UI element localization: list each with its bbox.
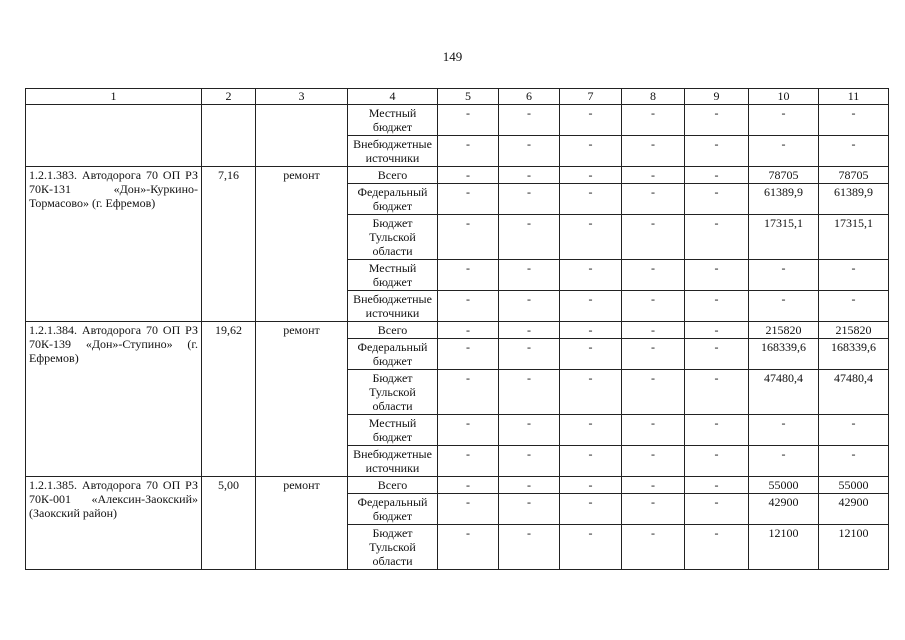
- value-cell: 55000: [819, 477, 889, 494]
- value-cell: -: [438, 477, 499, 494]
- funding-source-cell: Бюджет Тульской области: [348, 525, 438, 570]
- value-cell: -: [622, 215, 685, 260]
- value-cell: -: [622, 184, 685, 215]
- work-type-cell: ремонт: [256, 322, 348, 477]
- value-cell: -: [685, 136, 749, 167]
- table-row: [26, 105, 889, 136]
- value-cell: -: [685, 494, 749, 525]
- funding-source-cell: Бюджет Тульской области: [348, 215, 438, 260]
- funding-source-cell: Федеральный бюджет: [348, 494, 438, 525]
- value-cell: -: [499, 322, 560, 339]
- table-body: [26, 105, 889, 570]
- value-cell: -: [560, 494, 622, 525]
- value-cell: -: [685, 322, 749, 339]
- length-cell: 5,00: [202, 477, 256, 570]
- value-cell: -: [622, 322, 685, 339]
- work-type-cell: [256, 105, 348, 167]
- value-cell: -: [560, 415, 622, 446]
- value-cell: -: [622, 415, 685, 446]
- value-cell: 47480,4: [749, 370, 819, 415]
- value-cell: -: [560, 105, 622, 136]
- funding-source-cell: Местный бюджет: [348, 105, 438, 136]
- value-cell: 78705: [819, 167, 889, 184]
- value-cell: -: [685, 215, 749, 260]
- value-cell: -: [560, 525, 622, 570]
- value-cell: -: [499, 446, 560, 477]
- value-cell: -: [622, 477, 685, 494]
- value-cell: 42900: [749, 494, 819, 525]
- value-cell: -: [685, 370, 749, 415]
- value-cell: -: [499, 525, 560, 570]
- value-cell: 17315,1: [749, 215, 819, 260]
- value-cell: -: [560, 136, 622, 167]
- value-cell: -: [499, 260, 560, 291]
- value-cell: -: [819, 446, 889, 477]
- column-number: 8: [622, 89, 685, 105]
- value-cell: -: [685, 446, 749, 477]
- value-cell: -: [499, 105, 560, 136]
- value-cell: -: [499, 136, 560, 167]
- value-cell: -: [749, 291, 819, 322]
- value-cell: -: [560, 370, 622, 415]
- value-cell: -: [622, 494, 685, 525]
- value-cell: -: [622, 136, 685, 167]
- value-cell: -: [749, 136, 819, 167]
- value-cell: -: [622, 291, 685, 322]
- value-cell: -: [685, 415, 749, 446]
- value-cell: -: [438, 370, 499, 415]
- value-cell: -: [560, 322, 622, 339]
- value-cell: 55000: [749, 477, 819, 494]
- value-cell: -: [438, 415, 499, 446]
- value-cell: -: [560, 184, 622, 215]
- column-number: 10: [749, 89, 819, 105]
- value-cell: -: [560, 446, 622, 477]
- value-cell: -: [438, 136, 499, 167]
- page-number: 149: [442, 49, 463, 64]
- column-number: 6: [499, 89, 560, 105]
- value-cell: -: [819, 291, 889, 322]
- value-cell: -: [499, 291, 560, 322]
- value-cell: -: [622, 370, 685, 415]
- table-row: [26, 322, 889, 339]
- value-cell: -: [685, 167, 749, 184]
- value-cell: -: [438, 184, 499, 215]
- value-cell: -: [749, 105, 819, 136]
- length-cell: 7,16: [202, 167, 256, 322]
- length-cell: 19,62: [202, 322, 256, 477]
- value-cell: -: [499, 215, 560, 260]
- value-cell: -: [819, 260, 889, 291]
- budget-table: [25, 88, 889, 570]
- value-cell: 168339,6: [819, 339, 889, 370]
- value-cell: -: [685, 260, 749, 291]
- value-cell: -: [438, 446, 499, 477]
- value-cell: 12100: [819, 525, 889, 570]
- value-cell: -: [438, 339, 499, 370]
- value-cell: 215820: [749, 322, 819, 339]
- value-cell: -: [685, 105, 749, 136]
- value-cell: -: [622, 260, 685, 291]
- value-cell: -: [560, 167, 622, 184]
- value-cell: -: [685, 184, 749, 215]
- value-cell: -: [685, 339, 749, 370]
- value-cell: -: [499, 415, 560, 446]
- object-name-cell: [26, 105, 202, 167]
- funding-source-cell: Всего: [348, 167, 438, 184]
- value-cell: -: [499, 167, 560, 184]
- value-cell: -: [438, 105, 499, 136]
- value-cell: -: [499, 339, 560, 370]
- value-cell: -: [749, 260, 819, 291]
- value-cell: -: [499, 477, 560, 494]
- value-cell: -: [819, 415, 889, 446]
- value-cell: -: [560, 477, 622, 494]
- object-name-cell: 1.2.1.385. Автодорога 70 ОП РЗ 70К-001 «Алексин-Заокский» (Заокский район): [26, 477, 202, 570]
- value-cell: 12100: [749, 525, 819, 570]
- value-cell: -: [622, 167, 685, 184]
- column-number: 9: [685, 89, 749, 105]
- value-cell: -: [819, 136, 889, 167]
- value-cell: -: [438, 494, 499, 525]
- value-cell: 168339,6: [749, 339, 819, 370]
- value-cell: -: [749, 415, 819, 446]
- value-cell: -: [622, 525, 685, 570]
- value-cell: 47480,4: [819, 370, 889, 415]
- value-cell: -: [622, 105, 685, 136]
- value-cell: 61389,9: [819, 184, 889, 215]
- funding-source-cell: Местный бюджет: [348, 260, 438, 291]
- value-cell: -: [819, 105, 889, 136]
- value-cell: -: [749, 446, 819, 477]
- work-type-cell: ремонт: [256, 167, 348, 322]
- table-row: [26, 167, 889, 184]
- value-cell: -: [560, 339, 622, 370]
- value-cell: -: [499, 184, 560, 215]
- work-type-cell: ремонт: [256, 477, 348, 570]
- column-number-row: [26, 89, 889, 105]
- value-cell: -: [499, 494, 560, 525]
- table-row: [26, 477, 889, 494]
- funding-source-cell: Федеральный бюджет: [348, 339, 438, 370]
- value-cell: -: [499, 370, 560, 415]
- value-cell: -: [438, 167, 499, 184]
- column-number: 4: [348, 89, 438, 105]
- value-cell: 215820: [819, 322, 889, 339]
- funding-source-cell: Местный бюджет: [348, 415, 438, 446]
- funding-source-cell: Бюджет Тульской области: [348, 370, 438, 415]
- object-name-cell: 1.2.1.383. Автодорога 70 ОП РЗ 70К-131 «Дон»-Куркино-Тормасово» (г. Ефремов): [26, 167, 202, 322]
- value-cell: -: [622, 339, 685, 370]
- value-cell: -: [560, 215, 622, 260]
- value-cell: -: [438, 291, 499, 322]
- column-number: 7: [560, 89, 622, 105]
- value-cell: 17315,1: [819, 215, 889, 260]
- value-cell: 61389,9: [749, 184, 819, 215]
- funding-source-cell: Всего: [348, 477, 438, 494]
- value-cell: -: [685, 291, 749, 322]
- object-name-cell: 1.2.1.384. Автодорога 70 ОП РЗ 70К-139 «Дон»-Ступино» (г. Ефремов): [26, 322, 202, 477]
- value-cell: -: [560, 291, 622, 322]
- funding-source-cell: Внебюджетные источники: [348, 446, 438, 477]
- value-cell: -: [622, 446, 685, 477]
- funding-source-cell: Внебюджетные источники: [348, 136, 438, 167]
- column-number: 11: [819, 89, 889, 105]
- value-cell: -: [685, 477, 749, 494]
- value-cell: -: [438, 215, 499, 260]
- value-cell: 78705: [749, 167, 819, 184]
- column-number: 2: [202, 89, 256, 105]
- length-cell: [202, 105, 256, 167]
- value-cell: -: [560, 260, 622, 291]
- value-cell: -: [685, 525, 749, 570]
- value-cell: -: [438, 322, 499, 339]
- funding-source-cell: Федеральный бюджет: [348, 184, 438, 215]
- column-number: 1: [26, 89, 202, 105]
- value-cell: -: [438, 260, 499, 291]
- funding-source-cell: Всего: [348, 322, 438, 339]
- value-cell: -: [438, 525, 499, 570]
- column-number: 3: [256, 89, 348, 105]
- column-number: 5: [438, 89, 499, 105]
- funding-source-cell: Внебюджетные источники: [348, 291, 438, 322]
- value-cell: 42900: [819, 494, 889, 525]
